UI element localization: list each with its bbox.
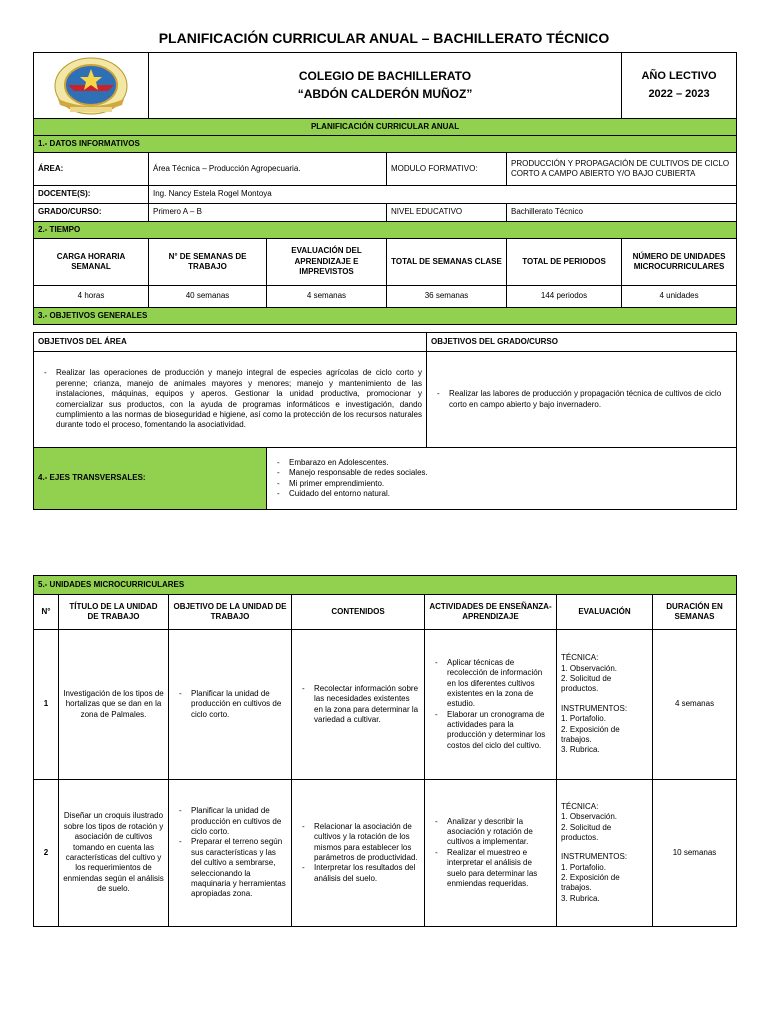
section-objetivos: 3.- OBJETIVOS GENERALES (34, 308, 737, 325)
tiempo-header: EVALUACIÓN DEL APRENDIZAJE E IMPREVISTOS (267, 239, 387, 286)
objetivos-table (33, 332, 737, 448)
tiempo-value: 36 semanas (387, 286, 507, 308)
eval-tecnica-label: TÉCNICA: (561, 653, 599, 663)
school-crest-icon (52, 55, 130, 117)
document-title: PLANIFICACIÓN CURRICULAR ANUAL – BACHILLERATO TÉCNICO (158, 30, 610, 46)
unidades-header: N° (34, 595, 59, 630)
modulo-label: MODULO FORMATIVO: (387, 153, 507, 186)
section-unidades: 5.- UNIDADES MICROCURRICULARES (34, 576, 737, 595)
list-item: - Aplicar técnicas de recolección de información en los diferentes cultivos existentes en la zona de estudio. (447, 658, 552, 710)
grado-label: GRADO/CURSO: (34, 204, 149, 222)
table-row (34, 630, 737, 780)
unidad-objetivo (169, 780, 292, 927)
unidad-contenidos (292, 780, 425, 927)
plan-title: PLANIFICACIÓN CURRICULAR ANUAL (34, 119, 737, 136)
tiempo-value: 4 unidades (622, 286, 737, 308)
unidades-header: CONTENIDOS (292, 595, 425, 630)
unidad-actividades (425, 780, 557, 927)
unidades-header: TÍTULO DE LA UNIDAD DE TRABAJO (59, 595, 169, 630)
school-logo-cell (34, 53, 149, 119)
unidades-header: EVALUACIÓN (557, 595, 653, 630)
list-item: - Interpretar los resultados del análisis del suelo. (314, 863, 420, 884)
ejes-item: - Mi primer emprendimiento. (289, 479, 732, 489)
section-datos-informativos: 1.- DATOS INFORMATIVOS (34, 136, 737, 153)
tiempo-header: TOTAL DE SEMANAS CLASE (387, 239, 507, 286)
tiempo-value: 4 semanas (267, 286, 387, 308)
eval-tecnica-label: TÉCNICA: (561, 801, 599, 811)
eval-item: 1. Portafolio. (561, 862, 606, 872)
list-item: - Relacionar la asociación de cultivos y la rotación de los mismos para establecer los parámetros de productividad. (314, 822, 420, 864)
list-item: - Recolectar información sobre las necesidades existentes en la zona para determinar la variedad a cultivar. (314, 684, 420, 726)
school-year-value: 2022 – 2023 (648, 87, 710, 100)
tiempo-value: 40 semanas (149, 286, 267, 308)
objetivos-grado-header: OBJETIVOS DEL GRADO/CURSO (427, 333, 737, 352)
area-label: ÁREA: (34, 153, 149, 186)
tiempo-header: CARGA HORARIA SEMANAL (34, 239, 149, 286)
unidad-objetivo (169, 630, 292, 780)
objetivos-grado-text-cell (427, 352, 737, 448)
unidad-duracion: 10 semanas (653, 780, 737, 927)
eval-instrumentos-label: INSTRUMENTOS: (561, 703, 628, 713)
unidades-header: DURACIÓN EN SEMANAS (653, 595, 737, 630)
objetivos-grado-text: - Realizar las labores de producción y propagación técnica de cultivos de ciclo corto en campo abierto y bajo invernadero. (449, 389, 732, 410)
nivel-value: Bachillerato Técnico (507, 204, 737, 222)
planning-table (33, 52, 737, 325)
table-row (34, 780, 737, 927)
unidad-evaluacion (557, 780, 653, 927)
grado-value: Primero A – B (149, 204, 387, 222)
docente-label: DOCENTE(S): (34, 186, 149, 204)
list-item: - Planificar la unidad de producción en cultivos de ciclo corto. (191, 689, 287, 720)
list-item: - Realizar el muestreo e interpretar el análisis de suelo para determinar las enmiendas requeridas. (447, 848, 552, 890)
unidades-table (33, 575, 737, 927)
eval-item: 1. Observación. (561, 812, 618, 822)
unidad-contenidos (292, 630, 425, 780)
unidad-num: 2 (34, 780, 59, 927)
ejes-list (271, 458, 732, 500)
unidad-titulo: Diseñar un croquis ilustrado sobre los tipos de rotación y asociación de cultivos tomando en cuenta las características del cultivo y los requerimientos de enmiendas según el análisis de suelo. (59, 780, 169, 927)
docente-value: Ing. Nancy Estela Rogel Montoya (149, 186, 737, 204)
school-name-cell (149, 53, 622, 119)
unidad-titulo: Investigación de los tipos de hortalizas que se dan en la zona de Palmales. (59, 630, 169, 780)
ejes-item: - Embarazo en Adolescentes. (289, 458, 732, 468)
eval-item: 2. Solicitud de productos. (561, 822, 612, 842)
list-item: - Elaborar un cronograma de actividades para la producción y determinar los costos del ciclo del cultivo. (447, 710, 552, 752)
nivel-label: NIVEL EDUCATIVO (387, 204, 507, 222)
section-ejes: 4.- EJES TRANSVERSALES: (34, 448, 267, 510)
eval-item: 2. Exposición de trabajos. (561, 873, 620, 893)
tiempo-header: NÚMERO DE UNIDADES MICROCURRICULARES (622, 239, 737, 286)
objetivos-area-text-cell (34, 352, 427, 448)
eval-item: 3. Rubrica. (561, 893, 600, 903)
tiempo-value: 144 periodos (507, 286, 622, 308)
school-name-line1: COLEGIO DE BACHILLERATO (298, 69, 472, 84)
ejes-item: - Cuidado del entorno natural. (289, 489, 732, 499)
school-year-cell (622, 53, 737, 119)
section-tiempo: 2.- TIEMPO (34, 222, 737, 239)
tiempo-value: 4 horas (34, 286, 149, 308)
eval-item: 2. Exposición de trabajos. (561, 724, 620, 744)
list-item: - Analizar y describir la asociación y rotación de cultivos a implementar. (447, 817, 552, 848)
ejes-list-cell (267, 448, 737, 510)
area-value: Área Técnica – Producción Agropecuaria. (149, 153, 387, 186)
objetivos-area-text: - Realizar las operaciones de producción y manejo integral de especies agrícolas de ciclo corto y perenne; crianza, manejo de animales mayores y menores; manejo y mantenimiento de las instalaciones, máquinas, equipos y aperos. Gestionar la unidad productiva, promocionar y comercializar sus productos, con la ayuda de programas informáticos e investigación, dando cumplimiento a las normas de bioseguridad e higiene, así como la protección de los recursos naturales durante todo el proceso, fomentando la asociatividad. (56, 368, 422, 430)
tiempo-header: TOTAL DE PERIODOS (507, 239, 622, 286)
ejes-item: - Manejo responsable de redes sociales. (289, 468, 732, 478)
unidades-header: OBJETIVO DE LA UNIDAD DE TRABAJO (169, 595, 292, 630)
unidades-header: ACTIVIDADES DE ENSEÑANZA-APRENDIZAJE (425, 595, 557, 630)
list-item: - Planificar la unidad de producción en cultivos de ciclo corto. (191, 806, 287, 837)
ejes-table (33, 447, 737, 510)
objetivos-area-header: OBJETIVOS DEL ÁREA (34, 333, 427, 352)
unidad-duracion: 4 semanas (653, 630, 737, 780)
tiempo-header: N° DE SEMANAS DE TRABAJO (149, 239, 267, 286)
school-name-line2: “ABDÓN CALDERÓN MUÑOZ” (297, 86, 473, 101)
eval-instrumentos-label: INSTRUMENTOS: (561, 852, 628, 862)
unidad-evaluacion (557, 630, 653, 780)
modulo-value: PRODUCCIÓN Y PROPAGACIÓN DE CULTIVOS DE CICLO CORTO A CAMPO ABIERTO Y/O BAJO CUBIERTA (507, 153, 737, 186)
eval-item: 1. Portafolio. (561, 714, 606, 724)
unidad-num: 1 (34, 630, 59, 780)
eval-item: 2. Solicitud de productos. (561, 674, 612, 694)
list-item: - Preparar el terreno según sus características y las del cultivo a sembrarse, seleccionando la maquinaria y herramientas apropiadas zona. (191, 837, 287, 899)
eval-item: 3. Rubrica. (561, 745, 600, 755)
eval-item: 1. Observación. (561, 663, 618, 673)
unidad-actividades (425, 630, 557, 780)
school-year-label: AÑO LECTIVO (641, 69, 717, 82)
